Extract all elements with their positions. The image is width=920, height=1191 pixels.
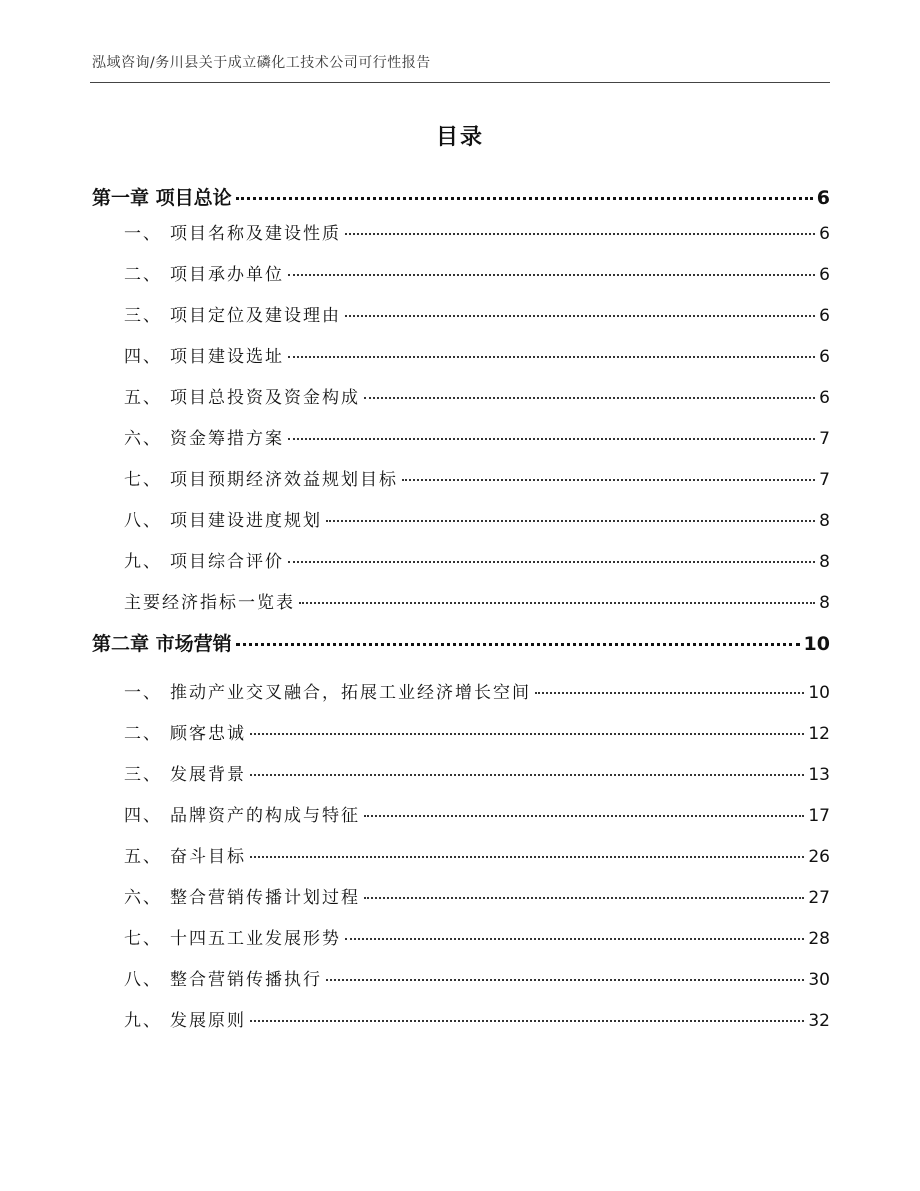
toc-entry-label [124,965,322,990]
toc-entry-label [124,219,341,244]
toc-page-number: 30 [808,970,830,990]
toc-entry-row[interactable] [124,342,830,368]
toc-dot-leader [299,602,815,604]
header-divider [90,82,830,83]
toc-entry-row[interactable] [124,383,830,409]
toc-entry-label [124,260,284,285]
toc-entry-title: 奋斗目标 [170,847,246,867]
toc-page-number: 6 [819,388,830,408]
toc-entry-number: 一、 [124,224,162,244]
toc-page-number: 6 [816,187,830,209]
toc-dot-leader [236,197,813,200]
toc-entry-title: 整合营销传播执行 [170,970,322,990]
toc-entry-label [124,719,246,744]
toc-dot-leader [288,561,815,563]
toc-page-number: 10 [803,633,830,655]
toc-dot-leader [288,438,815,440]
toc-entry-number: 四、 [124,806,162,826]
toc-entry-title: 项目承办单位 [170,265,284,285]
toc-entry-number: 五、 [124,388,162,408]
toc-page-number: 32 [808,1011,830,1031]
toc-chapter-row[interactable] [92,629,830,655]
toc-page-number: 8 [819,552,830,572]
toc-page-number: 10 [808,683,830,703]
toc-entry-row[interactable] [124,883,830,909]
toc-entry-title: 项目建设进度规划 [170,511,322,531]
toc-entry-row[interactable] [124,678,830,704]
toc-entry-row[interactable] [124,301,830,327]
toc-entry-row[interactable] [124,465,830,491]
toc-entry-number: 七、 [124,470,162,490]
toc-entry-number: 五、 [124,847,162,867]
toc-dot-leader [364,397,815,399]
toc-entry-title: 市场营销 [155,633,232,655]
toc-entry-number: 八、 [124,511,162,531]
toc-entry-number: 二、 [124,265,162,285]
toc-entry-number: 六、 [124,888,162,908]
toc-entry-row[interactable] [124,801,830,827]
toc-entry-title: 项目总投资及资金构成 [170,388,360,408]
toc-entry-label [124,924,341,949]
toc-entry-row[interactable] [124,842,830,868]
toc-dot-leader [288,274,815,276]
toc-entry-title: 发展背景 [170,765,246,785]
toc-entry-number: 三、 [124,765,162,785]
toc-page-number: 26 [808,847,830,867]
toc-page-number: 8 [819,593,830,613]
toc-entry-row[interactable] [124,260,830,286]
toc-entry-row[interactable] [124,965,830,991]
toc-page-number: 28 [808,929,830,949]
toc-entry-title: 项目名称及建设性质 [170,224,341,244]
toc-title: 目录 [435,125,484,150]
toc-dot-leader [236,643,800,646]
toc-entry-title: 项目预期经济效益规划目标 [170,470,398,490]
toc-entry-label [124,342,284,367]
toc-page-number: 12 [808,724,830,744]
toc-entry-row[interactable] [124,219,830,245]
toc-entry-label [124,801,360,826]
toc-page-number: 13 [808,765,830,785]
toc-entry-label [124,465,398,490]
toc-page-number: 7 [819,429,830,449]
toc-entry-title: 推动产业交叉融合，拓展工业经济增长空间 [170,683,531,703]
toc-dot-leader [250,1020,804,1022]
toc-entry-title: 整合营销传播计划过程 [170,888,360,908]
toc-entry-row[interactable] [124,506,830,532]
toc-page-number: 27 [808,888,830,908]
toc-page-number: 6 [819,265,830,285]
toc-entry-row[interactable] [124,924,830,950]
toc-entry-label [124,588,295,613]
toc-entry-title: 顾客忠诚 [170,724,246,744]
toc-entry-number: 九、 [124,552,162,572]
toc-entry-row[interactable] [124,424,830,450]
toc-page-number: 8 [819,511,830,531]
toc-dot-leader [535,692,804,694]
toc-dot-leader [326,979,804,981]
toc-page-number: 6 [819,224,830,244]
toc-entry-title: 项目建设选址 [170,347,284,367]
toc-entry-number: 第一章 [92,187,150,209]
toc-entry-title: 项目定位及建设理由 [170,306,341,326]
toc-entry-number: 六、 [124,429,162,449]
toc-entry-number: 七、 [124,929,162,949]
toc-entry-row[interactable] [124,547,830,573]
toc-dot-leader [402,479,815,481]
toc-dot-leader [326,520,815,522]
toc-entry-row[interactable] [124,1006,830,1032]
toc-entry-label [124,424,284,449]
toc-dot-leader [250,856,804,858]
toc-dot-leader [364,897,804,899]
toc-entry-label [124,301,341,326]
toc-entry-label [124,883,360,908]
toc-entry-number: 八、 [124,970,162,990]
toc-entry-title: 品牌资产的构成与特征 [170,806,360,826]
toc-entry-row[interactable] [124,719,830,745]
toc-entry-label [124,678,531,703]
toc-entry-label [124,842,246,867]
toc-chapter-row[interactable] [92,183,830,209]
toc-dot-leader [345,315,815,317]
toc-dot-leader [250,774,804,776]
toc-entry-label [124,1006,246,1031]
toc-entry-title: 项目总论 [155,187,232,209]
toc-dot-leader [345,233,815,235]
toc-entry-number: 一、 [124,683,162,703]
toc-page-number: 7 [819,470,830,490]
toc-entry-label [124,383,360,408]
toc-dot-leader [345,938,804,940]
toc-page-number: 17 [808,806,830,826]
toc-dot-leader [364,815,804,817]
toc-entry-title: 项目综合评价 [170,552,284,572]
toc-entry-label [124,547,284,572]
toc-entry-title: 资金筹措方案 [170,429,284,449]
running-header: 泓域咨询/务川县关于成立磷化工技术公司可行性报告 [92,55,431,71]
toc-page-number: 6 [819,306,830,326]
toc-entry-label [92,183,232,210]
toc-entry-number: 第二章 [92,633,150,655]
toc-entry-label [124,506,322,531]
toc-entry-title: 发展原则 [170,1011,246,1031]
toc-entry-label [92,629,232,656]
toc-entry-label [124,760,246,785]
toc-entry-number: 四、 [124,347,162,367]
toc-entry-number: 二、 [124,724,162,744]
toc-entry-number: 三、 [124,306,162,326]
toc-entry-title: 十四五工业发展形势 [170,929,341,949]
toc-dot-leader [288,356,815,358]
toc-entry-row[interactable] [124,760,830,786]
toc-dot-leader [250,733,804,735]
toc-entry-row[interactable] [124,588,830,614]
toc-entry-number: 九、 [124,1011,162,1031]
toc-entry-title: 主要经济指标一览表 [124,593,295,613]
toc-page-number: 6 [819,347,830,367]
